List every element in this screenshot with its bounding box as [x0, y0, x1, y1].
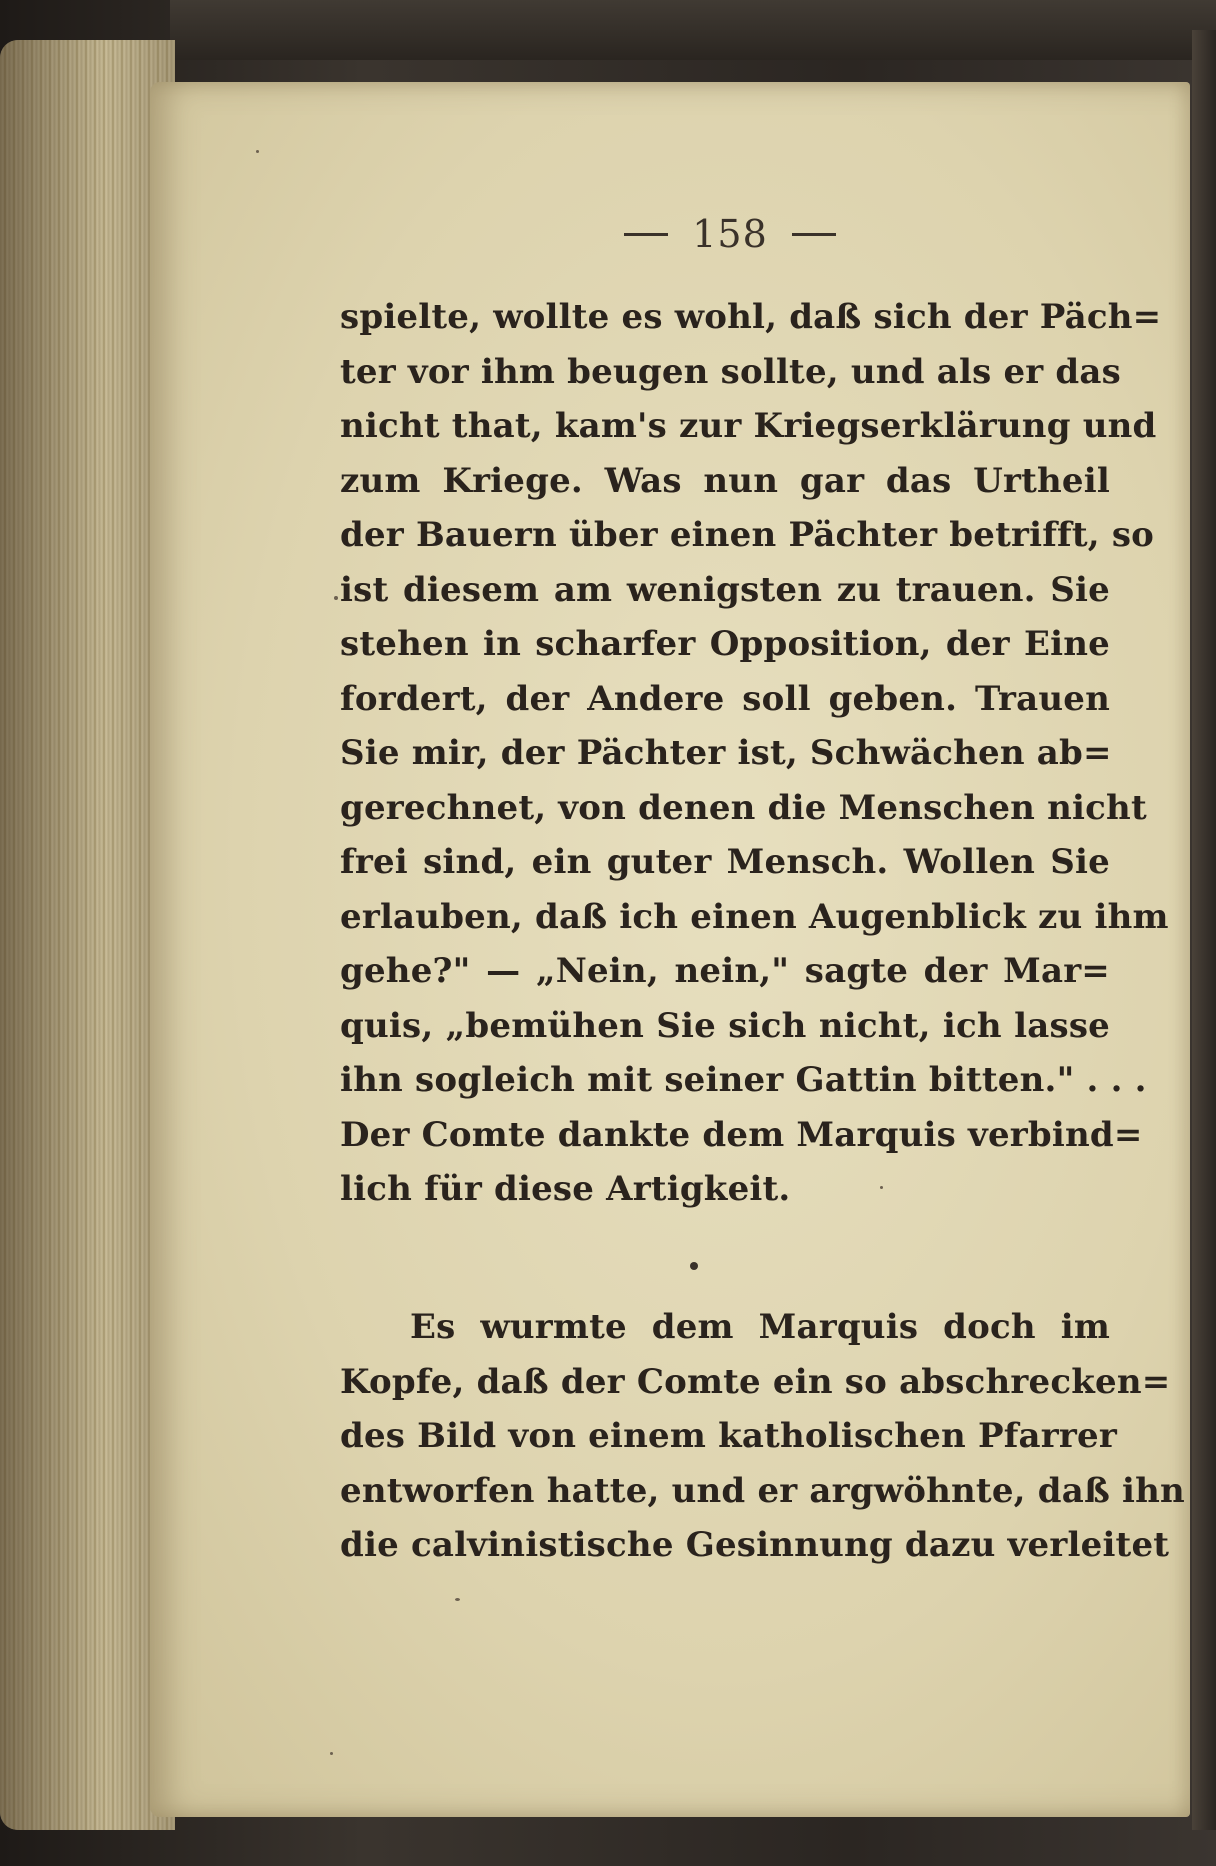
- paper-speck: [256, 150, 259, 153]
- text-line: zum Kriege. Was nun gar das Urtheil: [340, 460, 1110, 501]
- header-dash-right: [792, 233, 836, 236]
- book-cover-top-edge: [170, 0, 1216, 60]
- text-line: nicht that, kam's zur Kriegserklärung und: [340, 406, 1157, 446]
- text-line: Sie mir, der Pächter ist, Schwächen ab=: [340, 733, 1112, 773]
- text-line: erlauben, daß ich einen Augenblick zu ihm: [340, 896, 1169, 937]
- text-line: der Bauern über einen Pächter betrifft, so: [340, 515, 1155, 555]
- text-line: stehen in scharfer Opposition, der Eine: [340, 624, 1110, 664]
- section-dot: [690, 1262, 698, 1270]
- text-line: ist diesem am wenigsten zu trauen. Sie: [340, 569, 1110, 610]
- paper-speck: [330, 1752, 333, 1755]
- text-line: lich für diese Artigkeit.: [340, 1169, 791, 1209]
- header-dash-left: [624, 233, 668, 236]
- paper-speck: [455, 1598, 460, 1601]
- text-line: ihn sogleich mit seiner Gattin bitten." . . .: [340, 1060, 1147, 1100]
- text-line: Es wurmte dem Marquis doch im: [410, 1307, 1110, 1347]
- page-number: 158: [692, 212, 768, 256]
- text-line: frei sind, ein guter Mensch. Wollen Sie: [340, 842, 1110, 882]
- text-line: gerechnet, von denen die Menschen nicht: [340, 787, 1147, 828]
- paper-speck: [334, 596, 338, 600]
- text-line: quis, „bemühen Sie sich nicht, ich lasse: [340, 1005, 1110, 1046]
- book-cover-right-edge: [1192, 30, 1216, 1830]
- text-line: des Bild von einem katholischen Pfarrer: [340, 1416, 1117, 1456]
- text-line: die calvinistische Gesinnung dazu verleitet: [340, 1525, 1170, 1565]
- text-line: fordert, der Andere soll geben. Trauen: [340, 678, 1110, 719]
- page-edges-shadow: [0, 40, 175, 1830]
- text-line: spielte, wollte es wohl, daß sich der Päch=: [340, 297, 1162, 337]
- text-line: gehe?" — „Nein, nein," sagte der Mar=: [340, 951, 1110, 991]
- text-line: Kopfe, daß der Comte ein so abschrecken=: [340, 1361, 1171, 1402]
- text-line: Der Comte dankte dem Marquis verbind=: [340, 1114, 1143, 1155]
- page-header: [590, 212, 870, 256]
- paper-speck: [880, 1186, 883, 1189]
- text-line: entworfen hatte, und er argwöhnte, daß ihn: [340, 1470, 1185, 1511]
- paragraph-2: [340, 1300, 1185, 1573]
- paragraph-1: [340, 290, 1169, 1217]
- text-line: ter vor ihm beugen sollte, und als er das: [340, 351, 1121, 392]
